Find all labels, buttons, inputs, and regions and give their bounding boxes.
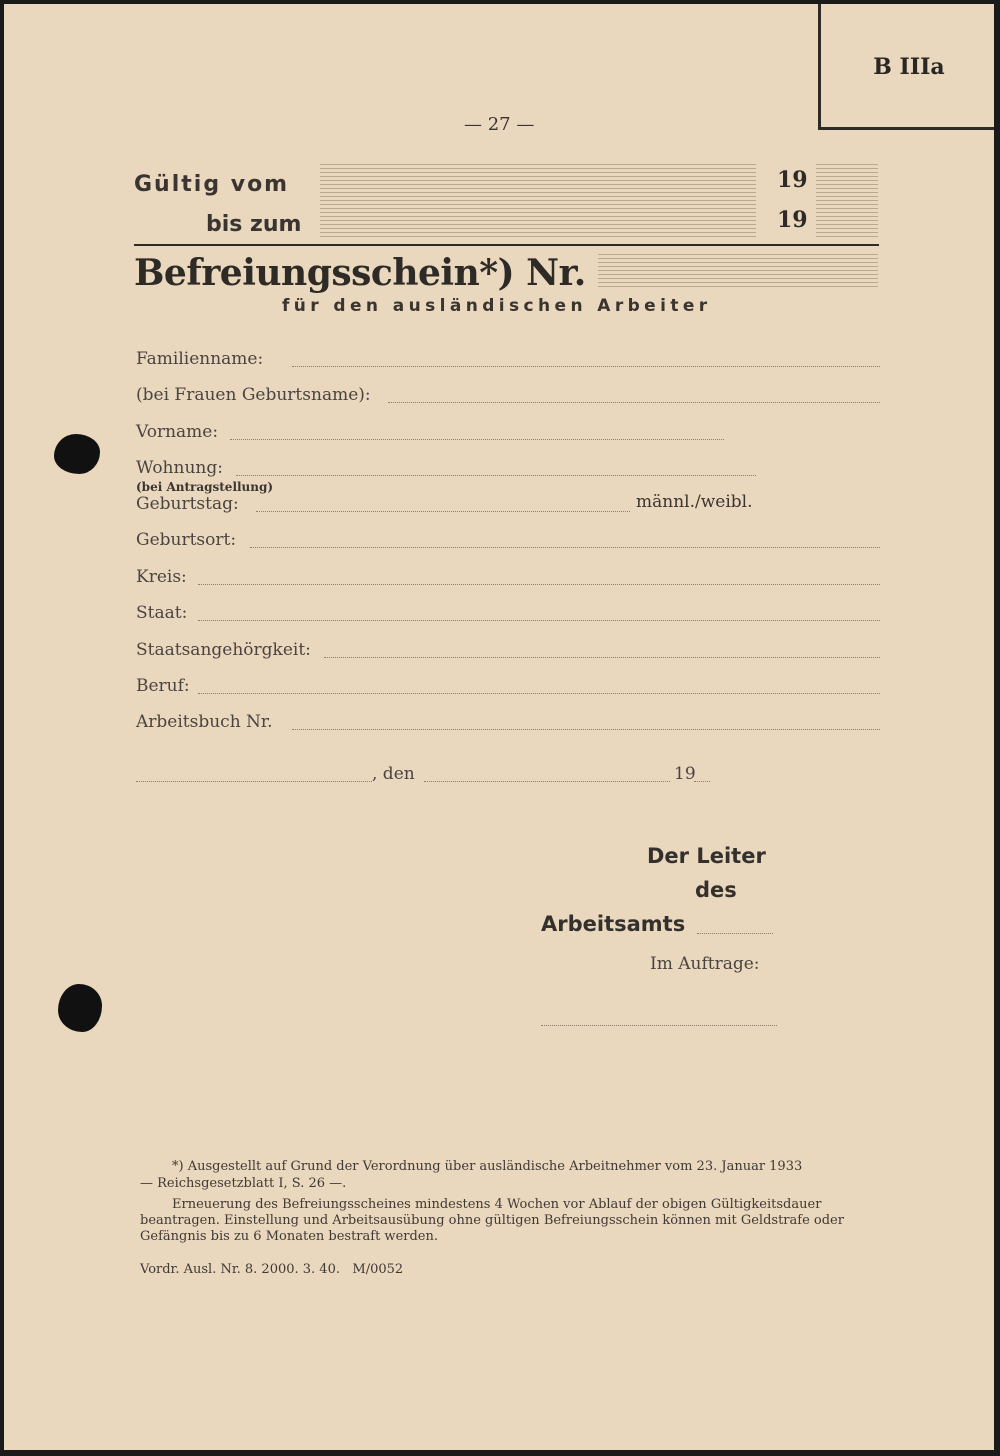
footnote-2-line2: beantragen. Einstellung und Arbeitsausübung ohne gültigen Befreiungsschein können mit Geldstrafe oder [140, 1213, 844, 1228]
field-geburtstag-line[interactable] [256, 510, 630, 512]
field-arbeitsbuch-label: Arbeitsbuch Nr. [136, 712, 273, 732]
field-geburtstag-label: Geburtstag: [136, 494, 239, 514]
page-number: — 27 — [464, 114, 535, 135]
field-wohnung-note: (bei Antragstellung) [136, 480, 274, 494]
footnote-1-line1: *) Ausgestellt auf Grund der Verordnung über ausländische Arbeitnehmer vom 23. Januar 1933 [172, 1159, 803, 1174]
field-staat-label: Staat: [136, 603, 188, 623]
form-code: Vordr. Ausl. Nr. 8. 2000. 3. 40. M/0052 [140, 1262, 404, 1277]
date-den-label: , den [372, 764, 415, 784]
title-rule [134, 244, 879, 246]
field-kreis-label: Kreis: [136, 567, 187, 587]
valid-from-label: Gültig vom [134, 172, 290, 197]
signature-line1: Der Leiter [647, 844, 766, 868]
field-arbeitsbuch-line[interactable] [292, 728, 880, 730]
valid-to-label: bis zum [206, 212, 302, 237]
footnote-1-line2: — Reichsgesetzblatt I, S. 26 —. [140, 1176, 347, 1191]
field-staatsangehoerigkeit-label: Staatsangehörgkeit: [136, 640, 311, 660]
date-line[interactable] [424, 780, 670, 782]
field-geburtsort-line[interactable] [250, 546, 880, 548]
footnote-2-line3: Gefängnis bis zu 6 Monaten bestraft werden. [140, 1229, 438, 1244]
number-hatch [598, 254, 878, 290]
date-year-line[interactable] [694, 780, 710, 782]
valid-to-hatch [320, 204, 756, 240]
field-wohnung-label: Wohnung: [136, 458, 223, 478]
signature-line3: Arbeitsamts [541, 912, 686, 936]
document-subtitle: für den ausländischen Arbeiter [282, 296, 712, 316]
field-geburtsname-label: (bei Frauen Geburtsname): [136, 385, 371, 405]
signature-line2: des [695, 878, 737, 902]
date-year-label: 19 [674, 764, 696, 784]
field-staatsangehoerigkeit-line[interactable] [324, 656, 880, 658]
form-category-box [818, 4, 994, 130]
field-familienname-label: Familienname: [136, 349, 264, 369]
field-geschlecht-label[interactable]: männl./weibl. [636, 492, 753, 512]
field-vorname-line[interactable] [230, 438, 724, 440]
place-line[interactable] [136, 780, 372, 782]
valid-to-year-hatch [816, 204, 878, 240]
field-kreis-line[interactable] [198, 583, 880, 585]
field-beruf-label: Beruf: [136, 676, 190, 696]
valid-from-year-hatch [816, 164, 878, 204]
punch-hole-upper [54, 434, 100, 474]
form-page [4, 4, 994, 1450]
signature-office-line[interactable] [697, 932, 773, 934]
field-familienname-line[interactable] [292, 365, 880, 367]
form-category-label: B IIIa [873, 54, 945, 80]
signature-line[interactable] [541, 1024, 777, 1026]
im-auftrage-label: Im Auftrage: [650, 954, 760, 974]
footnote-2-line1: Erneuerung des Befreiungsscheines mindestens 4 Wochen vor Ablauf der obigen Gültigkeitsdauer [172, 1197, 822, 1212]
punch-hole-lower [58, 984, 102, 1032]
field-geburtsort-label: Geburtsort: [136, 530, 237, 550]
document-title: Befreiungsschein*) Nr. [134, 252, 586, 294]
field-vorname-label: Vorname: [136, 422, 219, 442]
field-geburtsname-line[interactable] [388, 401, 880, 403]
field-wohnung-line[interactable] [236, 474, 756, 476]
valid-from-hatch [320, 164, 756, 208]
field-staat-line[interactable] [198, 619, 880, 621]
field-beruf-line[interactable] [198, 692, 880, 694]
valid-to-year: 19 [777, 207, 808, 233]
valid-from-year: 19 [777, 167, 808, 193]
